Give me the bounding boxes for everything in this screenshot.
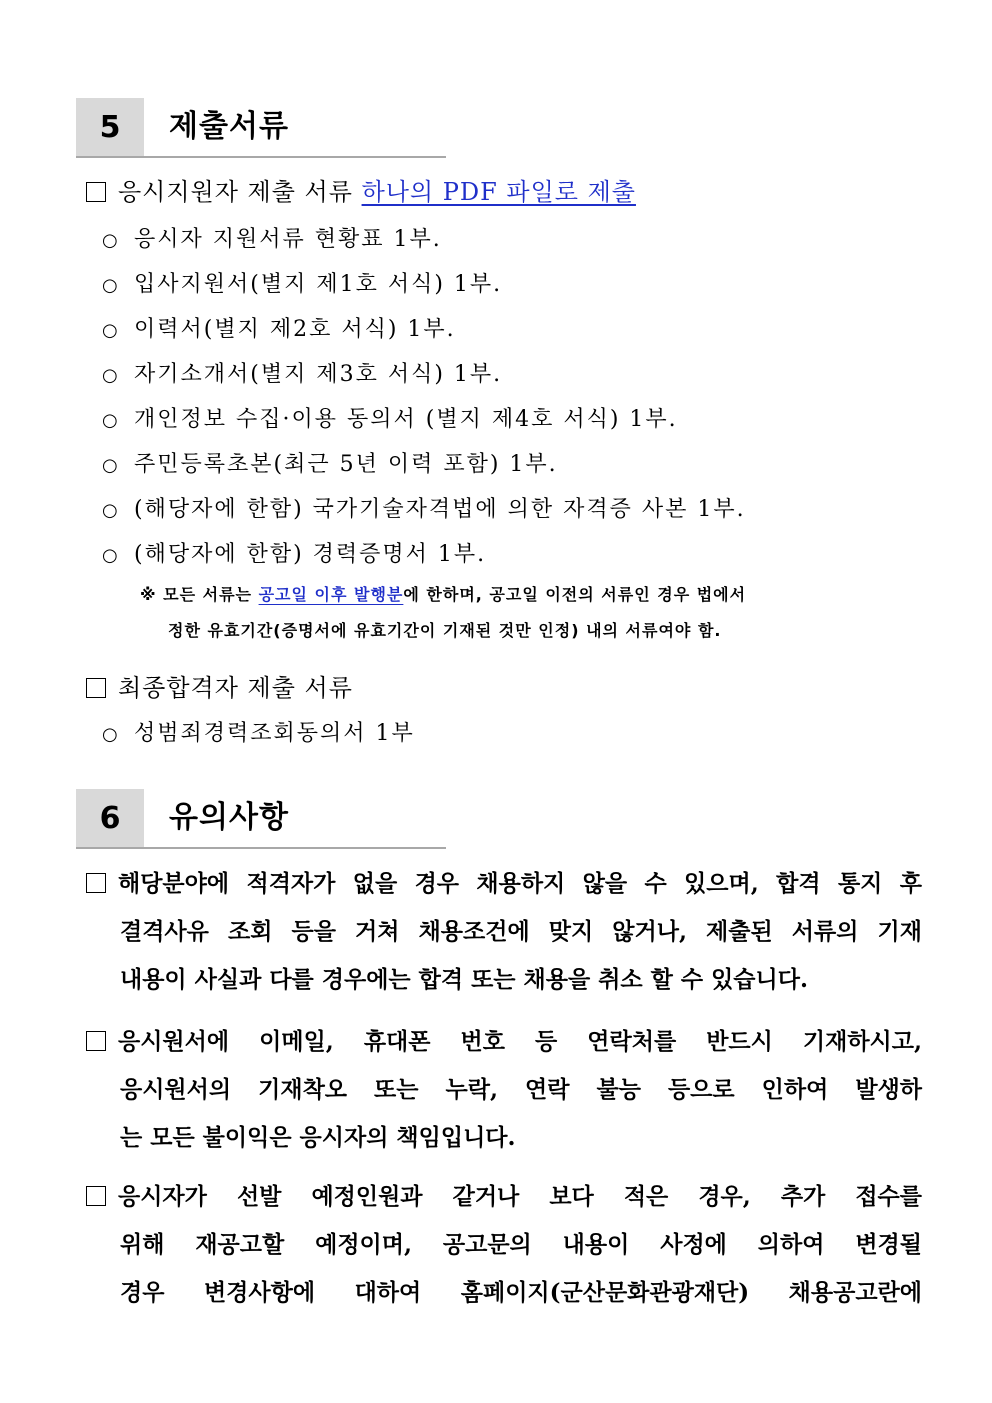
list-item-text: (해당자에 한함) 국가기술자격법에 의한 자격증 사본 1부. [134,497,746,522]
reference-mark-icon: ※ [140,585,157,604]
circle-bullet-icon: ○ [102,275,120,296]
notice-line-text: 해당분야에 적격자가 없을 경우 채용하지 않을 수 있으며, 합격 통지 후 [118,870,922,897]
notice-line [86,1018,922,1066]
applicant-docs-lead: 응시지원자 제출 서류 [118,178,353,206]
list-item-text: 이력서(별지 제2호 서식) 1부. [134,317,456,342]
notice-line [86,908,922,956]
list-item-text: 개인정보 수집·이용 동의서 (별지 제4호 서식) 1부. [134,407,678,432]
notice-line-text: 응시자가 선발 예정인원과 같거나 보다 적은 경우, 추가 접수를 [118,1183,922,1210]
docs-note-line2: 정한 유효기간(증명서에 유효기간이 기재된 것만 인정) 내의 서류여야 함. [168,621,722,640]
notice-line [86,860,922,908]
list-item [102,222,442,253]
circle-bullet-icon: ○ [102,365,120,386]
section-6-title: 유의사항 [169,800,289,835]
list-item [102,492,746,523]
issue-date-link[interactable]: 공고일 이후 발행분 [258,585,404,604]
checkbox-square-icon [86,1031,106,1051]
notice-line-text: 는 모든 불이익은 응시자의 책임입니다. [120,1124,516,1151]
circle-bullet-icon: ○ [102,545,120,566]
notice-line [86,1269,922,1317]
section-5-header [76,98,446,158]
notice-paragraph [86,1018,922,1162]
notice-line-text: 결격사유 조회 등을 거쳐 채용조건에 맞지 않거나, 제출된 서류의 기재 [120,918,922,945]
notice-paragraph [86,860,922,1004]
pdf-submit-link[interactable]: 하나의 PDF 파일로 제출 [361,178,636,206]
final-docs-heading [86,668,353,703]
circle-bullet-icon: ○ [102,410,120,431]
circle-bullet-icon: ○ [102,320,120,341]
note-text: 모든 서류는 [163,585,252,604]
circle-bullet-icon: ○ [102,230,120,251]
section-5-number: 5 [76,98,144,156]
list-item [102,312,456,343]
list-item [102,537,486,568]
list-item [102,357,502,388]
notice-paragraph [86,1173,922,1317]
checkbox-square-icon [86,873,106,893]
docs-note [140,582,746,605]
list-item [102,716,415,747]
checkbox-square-icon [86,182,106,202]
notice-line-text: 내용이 사실과 다를 경우에는 합격 또는 채용을 취소 할 수 있습니다. [120,966,808,993]
notice-line-text: 응시원서의 기재착오 또는 누락, 연락 불능 등으로 인하여 발생하 [120,1076,922,1103]
section-6-header [76,789,446,849]
list-item-text: 성범죄경력조회동의서 1부 [134,721,415,746]
list-item-text: (해당자에 한함) 경력증명서 1부. [134,542,487,567]
circle-bullet-icon: ○ [102,500,120,521]
circle-bullet-icon: ○ [102,455,120,476]
note-text: 에 한하며, 공고일 이전의 서류인 경우 법에서 [403,585,747,604]
checkbox-square-icon [86,1186,106,1206]
final-docs-lead: 최종합격자 제출 서류 [118,674,353,702]
list-item-text: 입사지원서(별지 제1호 서식) 1부. [134,272,503,297]
notice-line [86,1066,922,1114]
list-item [102,402,678,433]
list-item-text: 주민등록초본(최근 5년 이력 포함) 1부. [134,452,558,477]
list-item-text: 자기소개서(별지 제3호 서식) 1부. [134,362,503,387]
notice-line [86,1114,922,1162]
list-item-text: 응시자 지원서류 현황표 1부. [134,227,442,252]
notice-line [86,956,922,1004]
notice-line [86,1221,922,1269]
notice-line-text: 경우 변경사항에 대하여 홈페이지(군산문화관광재단) 채용공고란에 [120,1279,922,1306]
notice-line [86,1173,922,1221]
checkbox-square-icon [86,678,106,698]
section-5-title: 제출서류 [169,109,289,144]
section-6-number: 6 [76,789,144,847]
notice-line-text: 위해 재공고할 예정이며, 공고문의 내용이 사정에 의하여 변경될 [120,1231,922,1258]
notice-line-text: 응시원서에 이메일, 휴대폰 번호 등 연락처를 반드시 기재하시고, [118,1028,922,1055]
circle-bullet-icon: ○ [102,724,120,745]
list-item [102,267,502,298]
applicant-docs-heading [86,172,636,207]
list-item [102,447,558,478]
